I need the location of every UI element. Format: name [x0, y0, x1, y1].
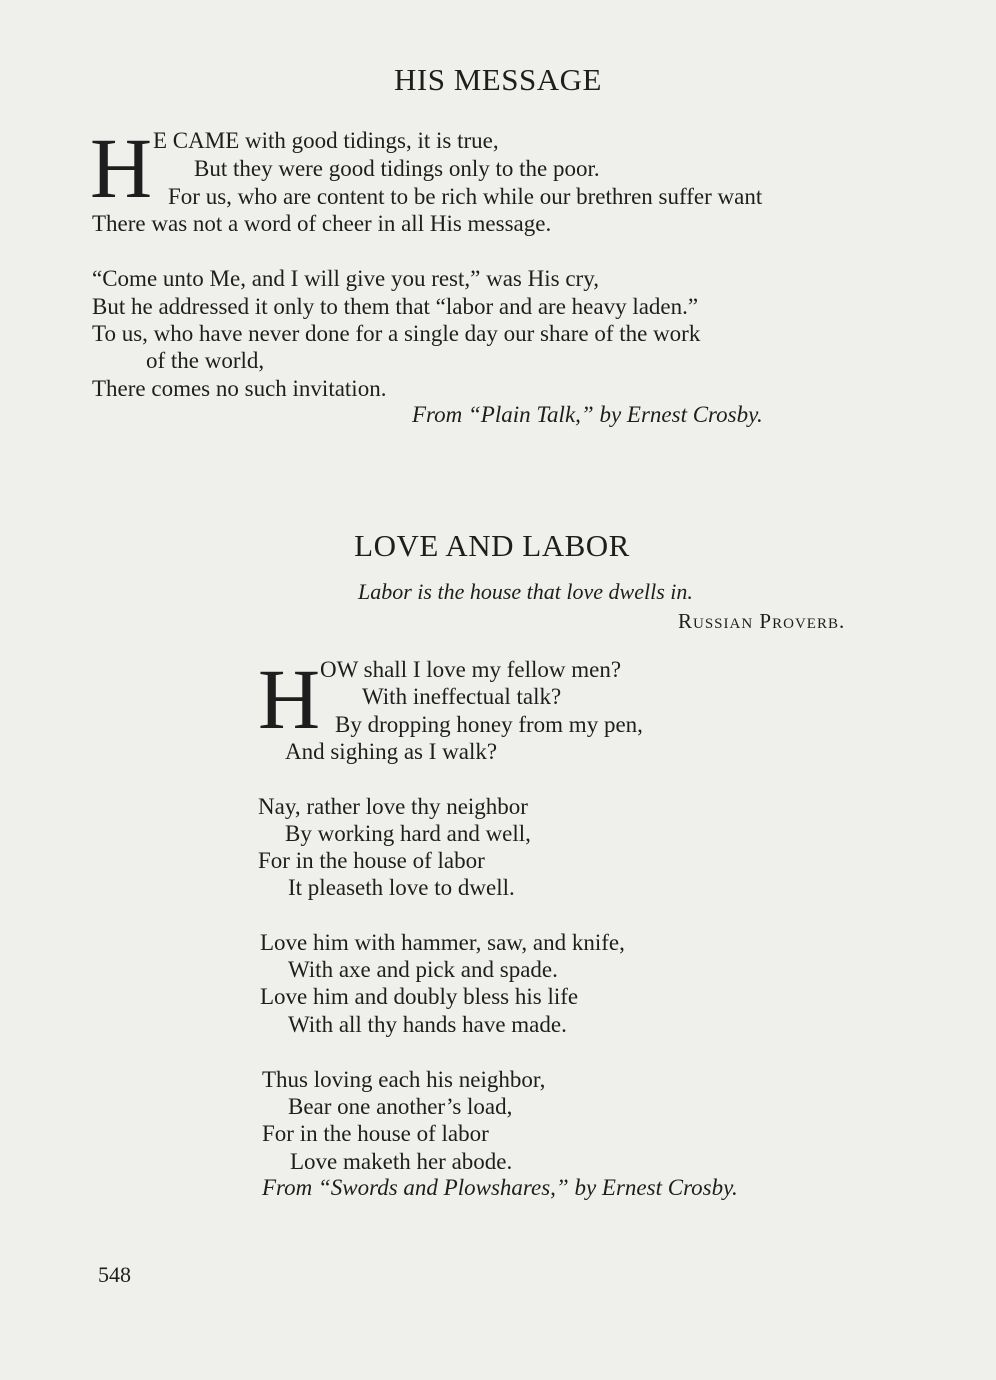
drop-cap: H [90, 120, 153, 216]
poem-line: With axe and pick and spade. [288, 957, 558, 982]
poem-line: There was not a word of cheer in all His message. [92, 211, 552, 236]
poem-line: Love him and doubly bless his life [260, 984, 579, 1009]
poem-line: With all thy hands have made. [288, 1012, 567, 1037]
poem-line: It pleaseth love to dwell. [288, 875, 515, 900]
poem-line: of the world, [146, 348, 265, 373]
drop-cap: H [258, 651, 321, 747]
poem-line: There comes no such invitation. [92, 376, 387, 401]
poem-line: And sighing as I walk? [285, 739, 498, 764]
poem-line: For in the house of labor [262, 1121, 489, 1146]
poem-line: E CAME with good tidings, it is true, [153, 128, 499, 153]
poem-line: But they were good tidings only to the poor. [194, 156, 600, 181]
epigraph-source: Russian Proverb. [678, 609, 846, 633]
poem-line: By working hard and well, [285, 821, 531, 846]
poem-line: “Come unto Me, and I will give you rest,” was His cry, [92, 266, 599, 291]
poem-line: To us, who have never done for a single day our share of the work [92, 321, 701, 346]
page-number: 548 [98, 1262, 131, 1287]
poem-line: Love him with hammer, saw, and knife, [260, 930, 625, 955]
poem-line: Nay, rather love thy neighbor [258, 794, 528, 819]
poem-line: By dropping honey from my pen, [335, 712, 643, 737]
poem-line: OW shall I love my fellow men? [320, 657, 622, 682]
poem-title-his-message: HIS MESSAGE [394, 62, 602, 97]
poem-line: Bear one another’s load, [288, 1094, 513, 1119]
epigraph: Labor is the house that love dwells in. [358, 579, 693, 604]
poem-title-love-and-labor: LOVE AND LABOR [354, 528, 630, 563]
poem-line: With ineffectual talk? [362, 684, 562, 709]
poem-line: For us, who are content to be rich while our brethren suffer want [168, 184, 763, 209]
attribution: From “Plain Talk,” by Ernest Crosby. [412, 402, 763, 427]
poem-line: Thus loving each his neighbor, [262, 1067, 546, 1092]
attribution: From “Swords and Plowshares,” by Ernest Crosby. [262, 1175, 738, 1200]
poem-line: For in the house of labor [258, 848, 485, 873]
poem-line: Love maketh her abode. [290, 1149, 513, 1174]
poem-line: But he addressed it only to them that “labor and are heavy laden.” [92, 294, 699, 319]
